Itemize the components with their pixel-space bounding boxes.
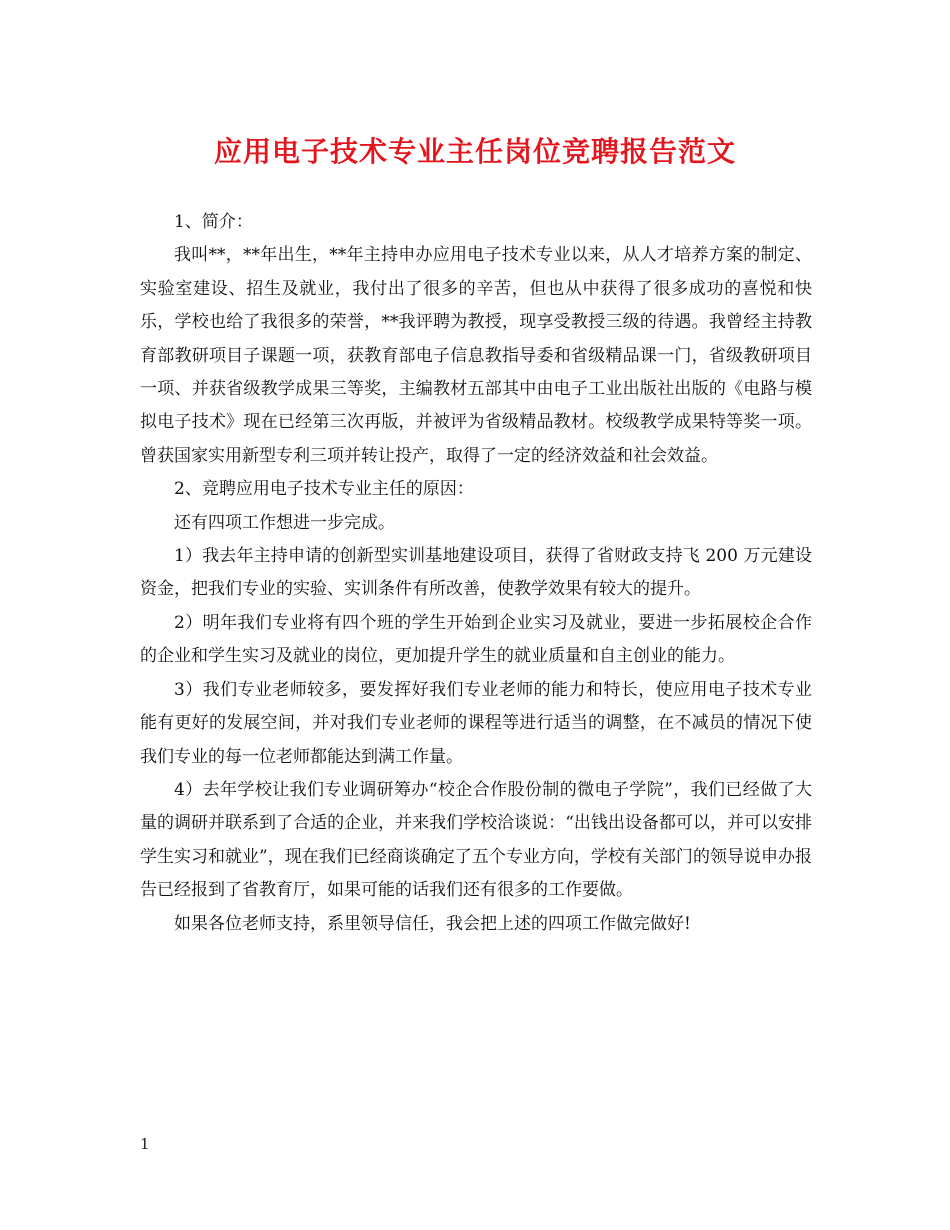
paragraph-intro-text: 我叫**，**年出生，**年主持申办应用电子技术专业以来，从人才培养方案的制定、实验室建设、招生及就业，我付出了很多的辛苦，但也从中获得了很多成功的喜悦和快乐，学校也给了我很多的荣誉，**我评聘为教授，现享受教授三级的待遇。我曾经主持教育部教研项目子课题一项，获教育部电子信息教指导委和省级精品课一门，省级教研项目一项、并获省级教学成果三等奖，主编教材五部其中由电子工业出版社出版的《电路与模拟电子技术》现在已经第三次再版，并被评为省级精品教材。校级教学成果特等奖一项。曾获国家实用新型专利三项并转让投产，取得了一定的经济效益和社会效益。 [140, 245, 812, 466]
paragraph-closing: 如果各位老师支持，系里领导信任，我会把上述的四项工作做完做好! [174, 913, 691, 934]
page-number: 1 [140, 1135, 150, 1153]
paragraph-reason-lead: 还有四项工作想进一步完成。 [174, 512, 395, 533]
paragraph-reason-heading: 2、竞聘应用电子技术专业主任的原因： [174, 479, 474, 500]
paragraph-item-4: 4）去年学校让我们专业调研筹办“校企合作股份制的微电子学院”，我们已经做了大量的调研并联系到了合适的企业，并来我们学校洽谈说：“出钱出设备都可以，并可以安排学生实习和就业”，现在我们已经商谈确定了五个专业方向，学校有关部门的领导说申办报告已经报到了省教育厅，如果可能的话我们还有很多的工作要做。 [140, 779, 812, 901]
paragraph-item-1: 1）我去年主持申请的创新型实训基地建设项目，获得了省财政支持飞 200 万元建设资金，把我们专业的实验、实训条件有所改善，使教学效果有较大的提升。 [140, 546, 812, 600]
paragraph-item-2: 2）明年我们专业将有四个班的学生开始到企业实习及就业，要进一步拓展校企合作的企业和学生实习及就业的岗位，更加提升学生的就业质量和自主创业的能力。 [140, 612, 812, 667]
document-title: 应用电子技术专业主任岗位竞聘报告范文 [213, 135, 736, 168]
paragraph-item-3: 3）我们专业老师较多，要发挥好我们专业老师的能力和特长，使应用电子技术专业能有更好的发展空间，并对我们专业老师的课程等进行适当的调整，在不减员的情况下使我们专业的每一位老师都能达到满工作量。 [140, 679, 812, 767]
paragraph-intro-heading: 1、简介： [174, 212, 253, 232]
document-body [140, 206, 812, 941]
